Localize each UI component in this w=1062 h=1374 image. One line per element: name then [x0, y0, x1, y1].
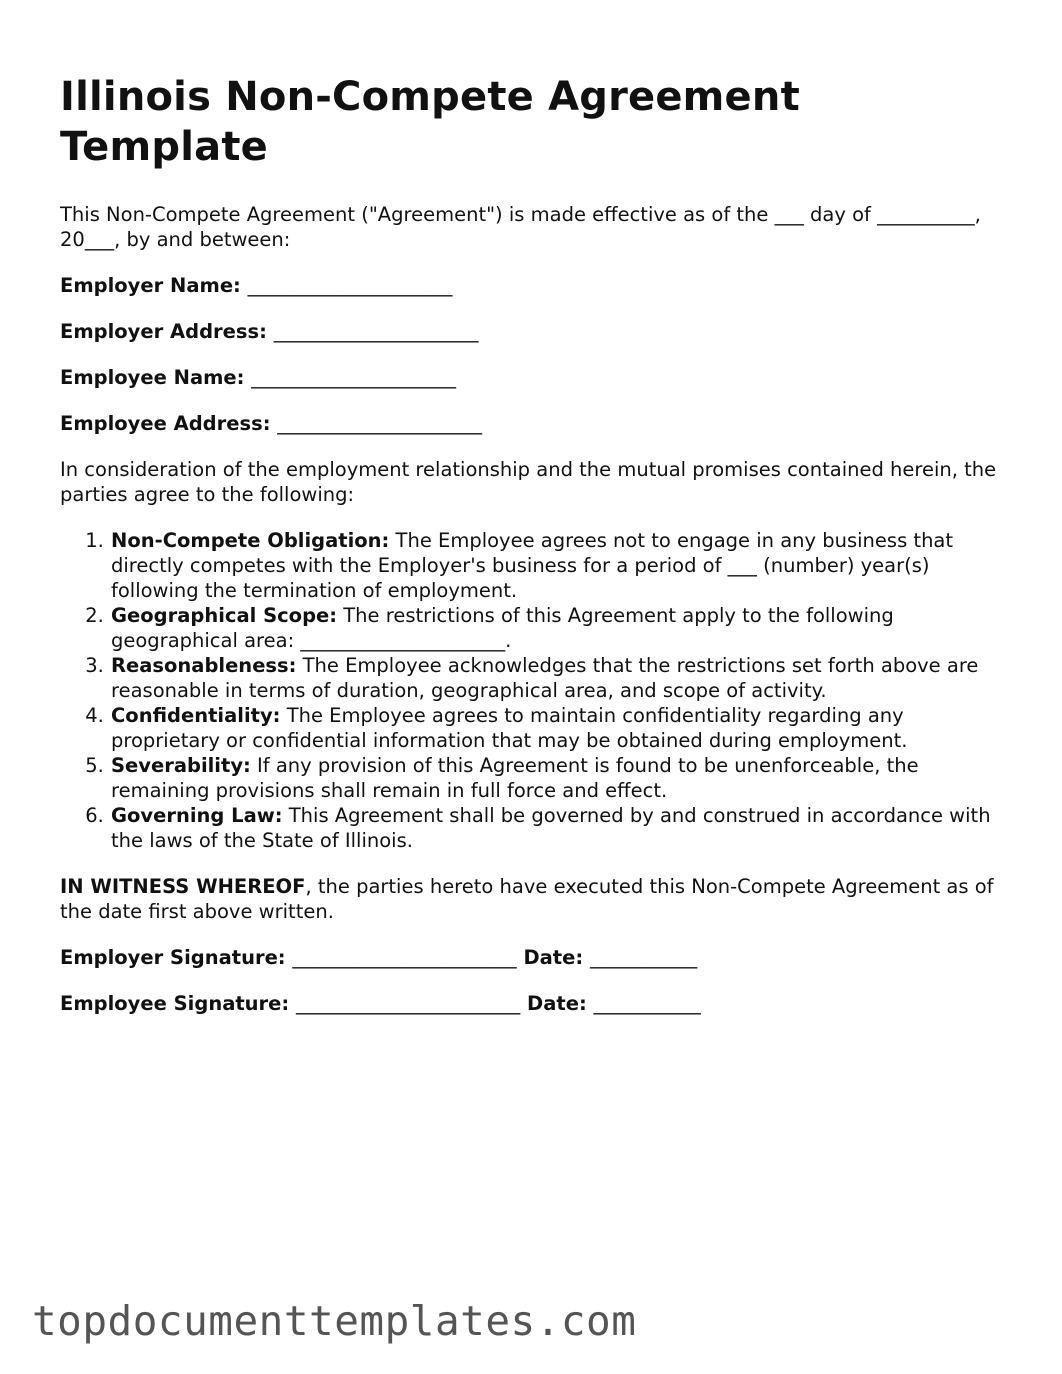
clause-text: The Employee agrees not to engage in any business that directly competes with the Employer's business for a period of ___ (number) year(s) following the termination of employment. — [111, 529, 954, 602]
clause-item — [110, 703, 1010, 753]
field-label: Employee Address: — [60, 412, 271, 435]
field-label: Employee Name: — [60, 366, 245, 389]
field-blank: _____________________ — [247, 274, 453, 297]
clause-text: The Employee acknowledges that the restrictions set forth above are reasonable in terms of duration, geographical area, and scope of activity. — [111, 654, 979, 702]
signature-label: Employee Signature: — [60, 992, 290, 1015]
consideration-paragraph: In consideration of the employment relationship and the mutual promises contained herein, the parties agree to the following: — [60, 458, 997, 506]
witness-text: , the parties hereto have executed this Non-Compete Agreement as of the date first above written. — [60, 875, 994, 923]
clause-text: If any provision of this Agreement is found to be unenforceable, the remaining provisions shall remain in full force and effect. — [111, 754, 919, 802]
witness-paragraph — [60, 874, 1010, 924]
field-blank: _____________________ — [273, 320, 479, 343]
clause-heading: Reasonableness: — [111, 654, 297, 677]
intro-paragraph: This Non-Compete Agreement ("Agreement") is made effective as of the ___ day of __________, 20___, by and between: — [60, 203, 981, 251]
date-blank: ___________ — [593, 992, 701, 1015]
clause-item — [110, 653, 1010, 703]
employer-name-field — [60, 273, 1010, 298]
witness-lead: IN WITNESS WHEREOF — [60, 875, 306, 898]
signature-label: Employer Signature: — [60, 946, 286, 969]
date-label: Date: — [523, 946, 584, 969]
clause-heading: Governing Law: — [111, 804, 283, 827]
document-page — [60, 72, 1010, 1037]
field-blank: _____________________ — [251, 366, 456, 389]
clause-text: The restrictions of this Agreement apply to the following geographical area: _____________________. — [111, 604, 894, 652]
employer-address-field — [60, 319, 1010, 344]
employer-signature-line — [60, 945, 1010, 970]
field-blank: _____________________ — [277, 412, 483, 435]
field-label: Employer Address: — [60, 320, 267, 343]
employee-signature-line — [60, 991, 1010, 1016]
clause-item — [110, 803, 1010, 853]
clause-heading: Non-Compete Obligation: — [111, 529, 390, 552]
clause-heading: Confidentiality: — [111, 704, 281, 727]
date-label: Date: — [527, 992, 587, 1015]
clause-text: The Employee agrees to maintain confidentiality regarding any proprietary or confidential information that may be obtained during employment. — [111, 704, 908, 752]
clause-item — [110, 603, 1010, 653]
clause-heading: Geographical Scope: — [111, 604, 338, 627]
clause-heading: Severability: — [111, 754, 251, 777]
date-blank: ___________ — [589, 946, 698, 969]
clause-item — [110, 528, 1010, 603]
employee-name-field — [60, 365, 1010, 390]
field-label: Employer Name: — [60, 274, 241, 297]
document-title: Illinois Non-Compete Agreement Template — [60, 74, 800, 170]
site-watermark: topdocumenttemplates.com — [32, 1297, 637, 1345]
clause-text: This Agreement shall be governed by and construed in accordance with the laws of the State of Illinois. — [111, 804, 991, 852]
signature-blank: _______________________ — [296, 992, 521, 1015]
signature-blank: _______________________ — [292, 946, 517, 969]
clause-item — [110, 753, 1010, 803]
clause-list — [60, 528, 1010, 853]
employee-address-field — [60, 411, 1010, 436]
